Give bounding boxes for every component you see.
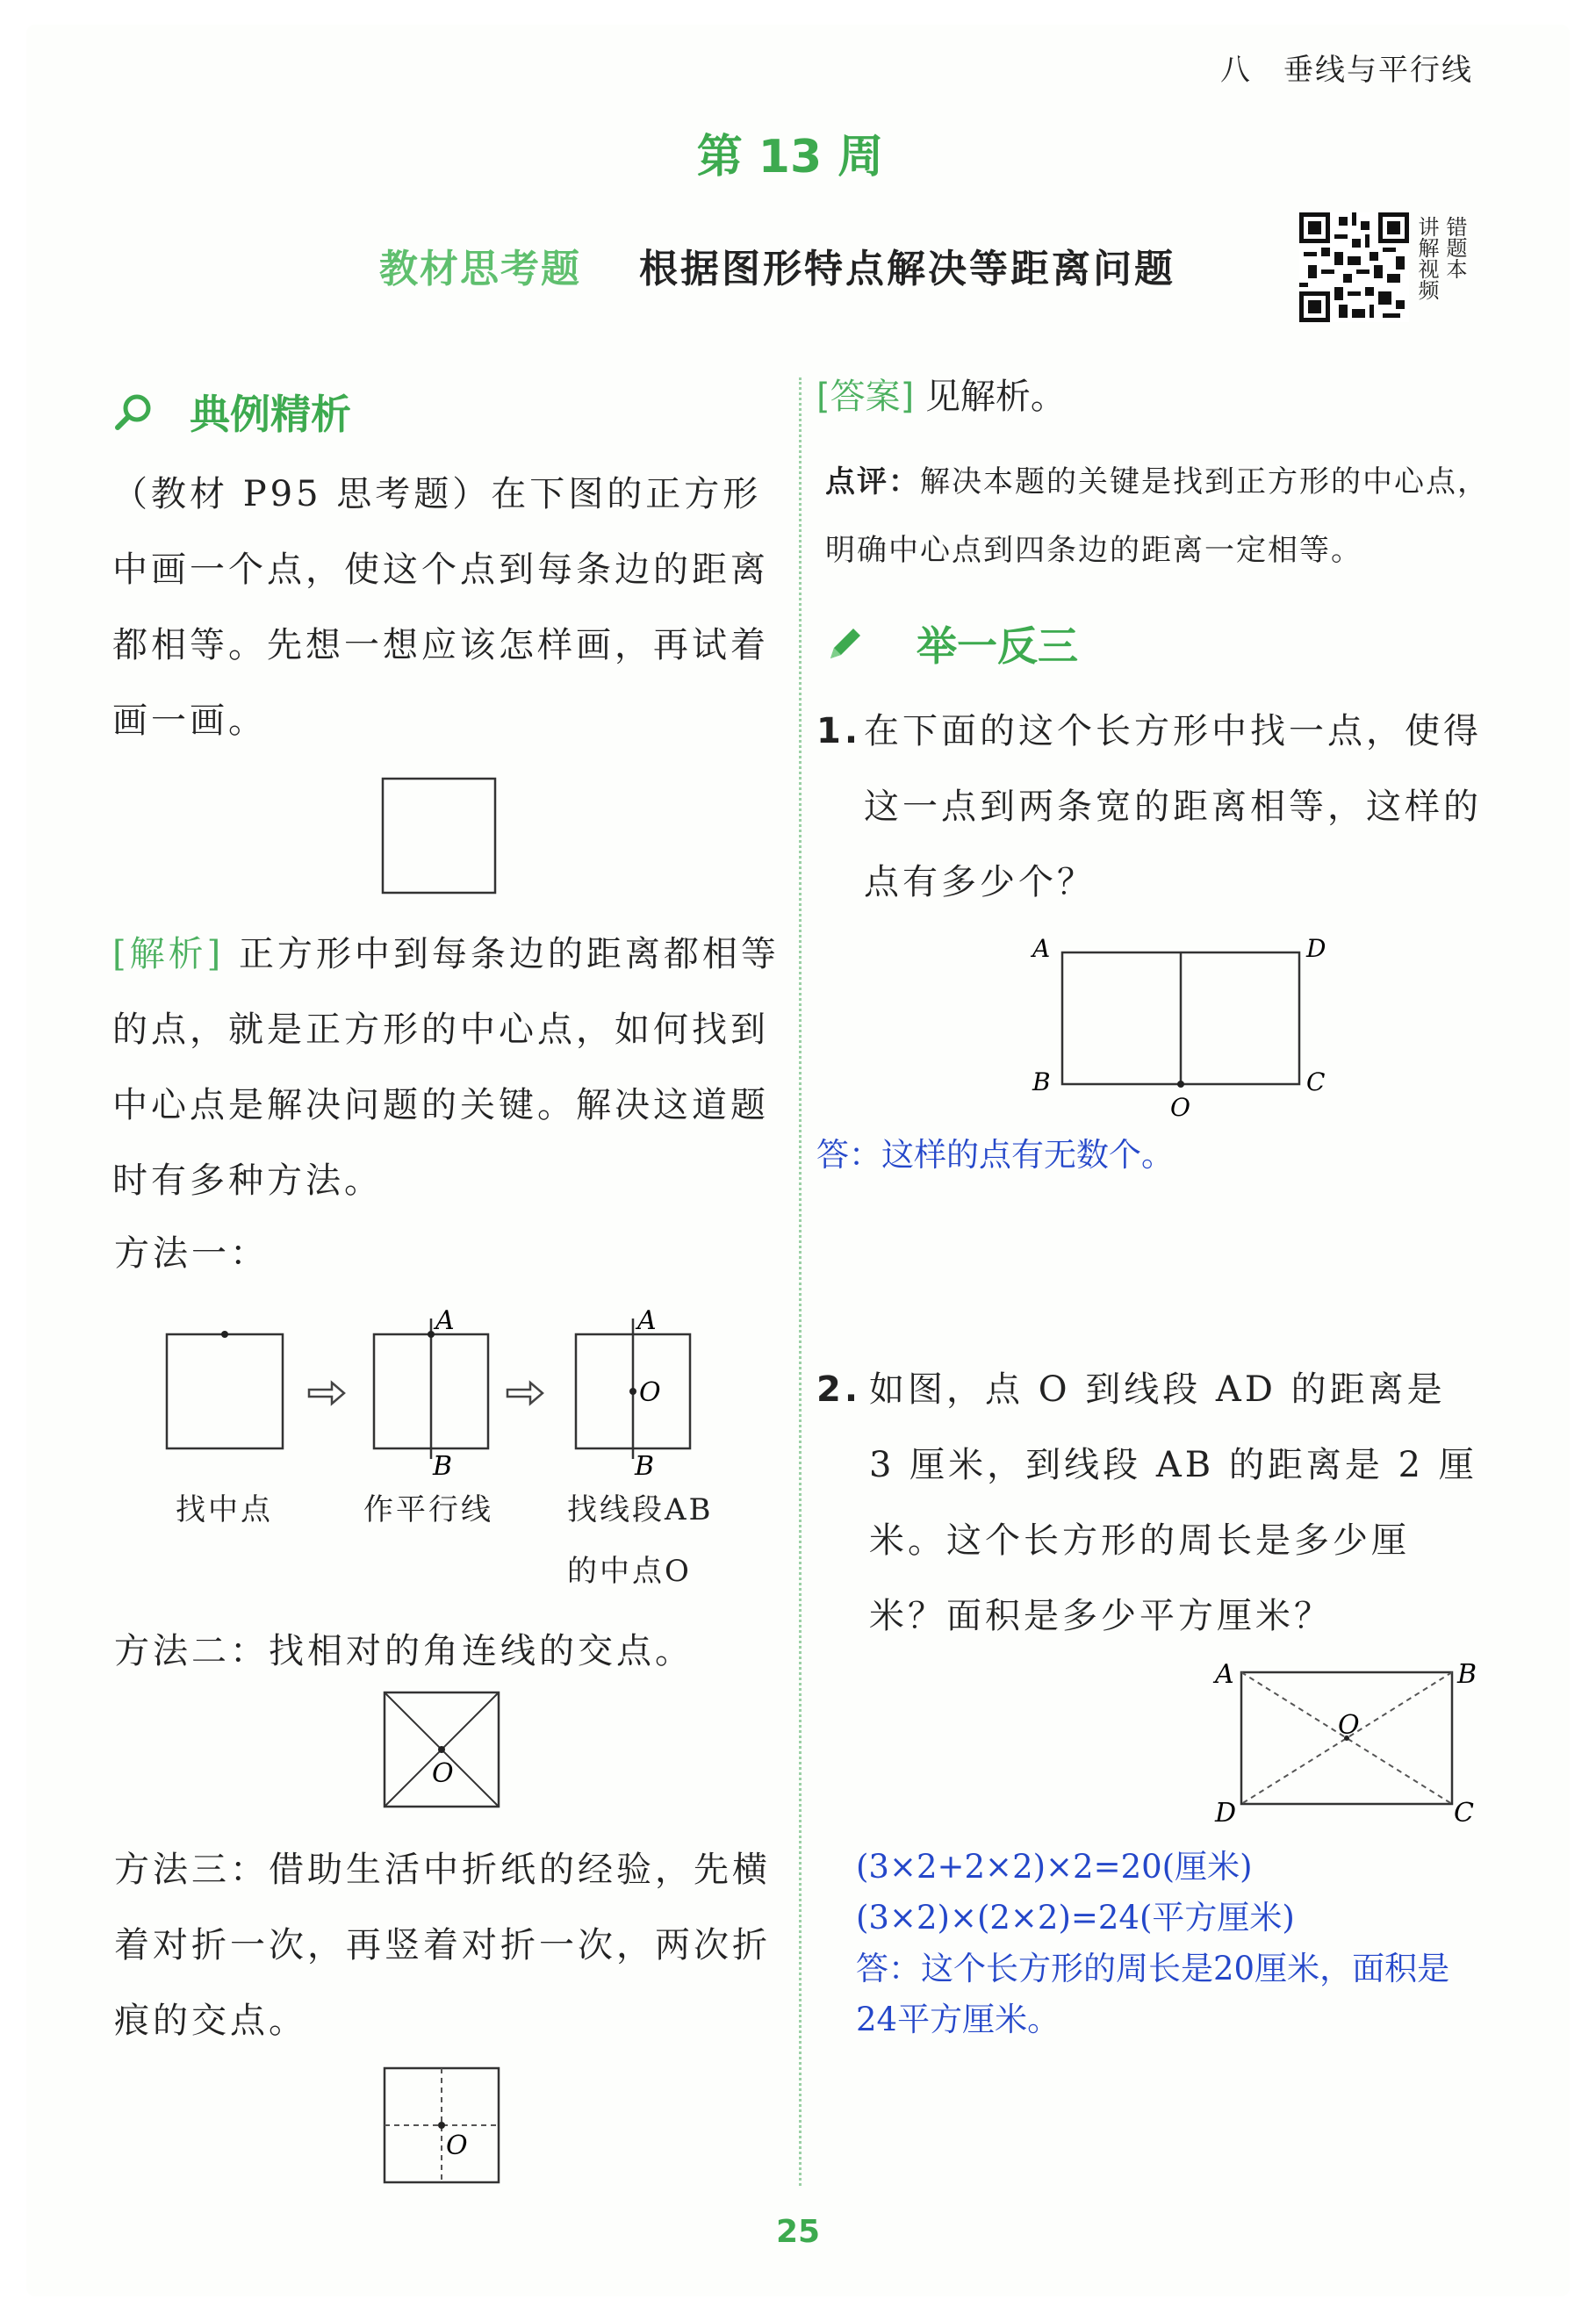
column-divider: [799, 377, 802, 2186]
example-square-figure: [381, 777, 497, 895]
topic-tag: 教材思考题: [379, 247, 581, 291]
pencil-icon: [823, 622, 867, 665]
q2-number: 2.: [816, 1369, 862, 1410]
method1-step3: 找线段AB: [567, 1492, 714, 1527]
method2-text: 方法二：找相对的角连线的交点。: [114, 1631, 694, 1671]
q1-number: 1.: [816, 711, 862, 751]
example-heading-row: [112, 383, 351, 441]
comment-label: 点评：: [825, 464, 920, 499]
practice-heading-row: [823, 614, 1078, 672]
chapter-title: 八 垂线与平行线: [1220, 53, 1473, 88]
answer-tag: [答案]: [816, 377, 915, 417]
method1-step1: 找中点: [176, 1492, 273, 1527]
q2-label-d: D: [1215, 1798, 1237, 1829]
qr-code[interactable]: [1299, 212, 1409, 322]
answer-line: [816, 369, 1066, 419]
method1-step2: 作平行线: [363, 1492, 493, 1527]
method3-text: 方法三：借助生活中折纸的经验，先横着对折一次，再竖着对折一次，两次折痕的交点。: [114, 1850, 771, 2041]
q1-label-c: C: [1306, 1067, 1326, 1096]
q1-label-d: D: [1306, 934, 1326, 963]
magnifier-icon: [112, 391, 155, 433]
q2-label-c: C: [1454, 1798, 1474, 1829]
method2-figure: [383, 1691, 500, 1808]
question-1: [816, 693, 1484, 920]
m1-label-b1: B: [433, 1451, 453, 1475]
answer-text: 见解析。: [924, 377, 1066, 417]
q2-answer-line-4: 24平方厘米。: [856, 2001, 1060, 2038]
q2-label-o: O: [1338, 1710, 1360, 1741]
q2-answer-line-1: (3×2+2×2)×2=20(厘米): [856, 1848, 1253, 1886]
q2-label-b: B: [1457, 1659, 1477, 1690]
analysis-text: 正方形中到每条边的距离都相等的点，就是正方形的中心点，如何找到中心点是解决问题的关键。解决这道题时有多种方法。: [112, 934, 780, 1201]
method1-step4: 的中点O: [567, 1554, 692, 1589]
m1-label-o: O: [639, 1377, 661, 1408]
analysis-block: [112, 916, 780, 1218]
analysis-tag: [解析]: [112, 934, 225, 974]
comment-text: 解决本题的关键是找到正方形的中心点，明确中心点到四条边的距离一定相等。: [825, 464, 1489, 568]
m1-label-a2: A: [637, 1305, 657, 1336]
page-number: 25: [775, 2214, 821, 2250]
m3-label-o: O: [446, 2131, 468, 2161]
method3-figure: [383, 2066, 500, 2184]
q1-label-o: O: [1170, 1093, 1190, 1122]
q1-label-b: B: [1032, 1067, 1051, 1096]
m1-label-a1: A: [435, 1305, 455, 1336]
m2-label-o: O: [432, 1758, 454, 1789]
practice-heading: 举一反三: [917, 622, 1078, 670]
q1-label-a: A: [1032, 934, 1051, 963]
q2-handwritten-answer: [856, 1842, 1523, 2045]
q1-rectangle-figure: [1027, 931, 1326, 1124]
topic-title: 根据图形特点解决等距离问题: [639, 247, 1175, 291]
qr-caption-video: 讲解视频: [1414, 216, 1439, 300]
method1-label: 方法一：: [114, 1233, 269, 1274]
example-text: （教材 P95 思考题）在下图的正方形中画一个点，使这个点到每条边的距离都相等。先想一想应该怎样画，再试着画一画。: [112, 474, 769, 741]
m1-label-b2: B: [635, 1451, 655, 1475]
qr-caption: [1415, 216, 1466, 300]
q2-rectangle-figure: [1206, 1655, 1487, 1830]
week-title: 第 13 周: [696, 131, 884, 183]
example-heading: 典例精析: [190, 391, 351, 438]
q1-text: 在下面的这个长方形中找一点，使得这一点到两条宽的距离相等，这样的点有多少个？: [864, 711, 1482, 902]
q2-text: 如图，点 O 到线段 AD 的距离是 3 厘米，到线段 AB 的距离是 2 厘米。这个长方形的周长是多少厘米？面积是多少平方厘米？: [869, 1369, 1477, 1636]
comment-block: [825, 448, 1492, 585]
question-2: [816, 1352, 1484, 1654]
qr-caption-errors: 错题本: [1442, 216, 1467, 279]
q2-label-a: A: [1215, 1659, 1234, 1690]
method1-figure: [158, 1299, 729, 1475]
q1-handwritten-answer: 答：这样的点有无数个。: [816, 1136, 1174, 1174]
q2-answer-line-3: 答：这个长方形的周长是20厘米，面积是: [856, 1950, 1450, 1987]
q2-answer-line-2: (3×2)×(2×2)=24(平方厘米): [856, 1899, 1295, 1937]
